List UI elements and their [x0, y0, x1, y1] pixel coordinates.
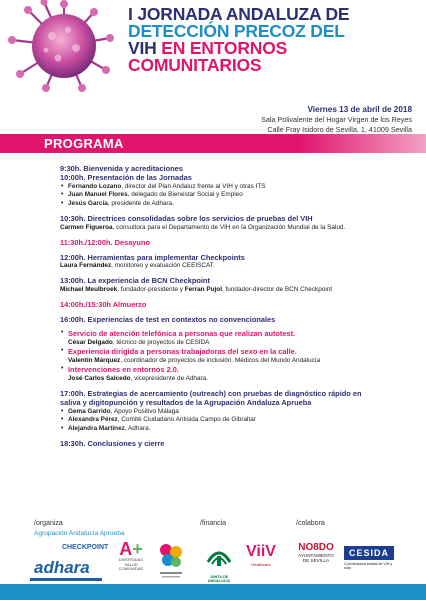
agenda-block-3 — [60, 214, 410, 232]
adhara-logo — [30, 544, 109, 578]
speaker-line: Laura Fernández, monitoreo y evaluación CEEISCAT. — [60, 262, 215, 270]
programa-label: PROGRAMA — [44, 136, 124, 151]
speaker-list — [60, 408, 410, 434]
agenda-heading: 13:00h. La experiencia de BCN Checkpoint — [60, 276, 210, 286]
title-line-4: COMUNITARIOS — [128, 55, 262, 75]
agenda-break: 11:30h./12:00h. Desayuno — [60, 237, 150, 247]
speaker-item: • Juan Manuel Flores, delegado de Bienestar Social y Empleo — [60, 191, 410, 200]
bottom-bar — [0, 584, 426, 600]
ayuntamiento-sevilla-logo — [296, 542, 336, 582]
experience-item: • Intervenciones en entornos 2.0. José Carlos Salcedo, vicepresidente de Adhara. — [60, 365, 410, 383]
sevilla-line: DE SEVILLA — [302, 558, 330, 564]
title-entornos: EN ENTORNOS — [161, 38, 288, 58]
agenda-block-8 — [60, 315, 410, 383]
sevilla-line: AYUNTAMIENTO — [298, 553, 334, 558]
aplus-logo — [116, 540, 146, 582]
colabora-label: /colabora — [296, 520, 325, 527]
title-vih: VIH — [128, 38, 157, 58]
agenda-heading: 9:30h. Bienvenida y acreditaciones — [60, 164, 183, 173]
speaker-line: Michael Meulbroek, fundador-presidente y Ferran Pujol, fundador-director de BCN Checkpoint — [60, 285, 333, 293]
hearts-logo — [154, 540, 188, 582]
adhara-underline — [30, 578, 102, 581]
adhara-text: adhara — [34, 558, 90, 577]
title-line-1: I JORNADA ANDALUZA DE — [128, 4, 350, 24]
agenda-block-4 — [60, 238, 410, 247]
event-date: Viernes 13 de abril de 2018 — [307, 105, 412, 114]
agenda-heading: 10:30h. Directrices consolidadas sobre los servicios de pruebas del VIH — [60, 214, 313, 224]
sevilla-mark: NO8DO — [298, 542, 334, 553]
group-name: Agrupación Andalucía Aprueba — [34, 530, 125, 537]
organiza-label: /organiza — [34, 520, 63, 527]
agenda-heading: 16:00h. Experiencias de test en contextos no convencionales — [60, 314, 276, 324]
event-address: Calle Fray Isidoro de Sevilla, 1, 41009 Sevilla — [267, 125, 412, 134]
aplus-line: SALUD — [124, 561, 138, 567]
event-info — [261, 105, 412, 135]
agenda-block-6 — [60, 276, 410, 294]
speaker-item: • Alexandra Pérez, Comité Ciudadano Antisida Campo de Gibraltar — [60, 416, 410, 425]
experience-item: • Experiencia dirigida a personas trabajadoras del sexo en la calle. Valentín Márquez, coordinador de proyectos de inclusión. Médicos del Mundo Andalucía — [60, 347, 410, 365]
agenda-break: 14:00h./15:30h Almuerzo — [60, 299, 147, 309]
agenda-block-10 — [60, 439, 410, 448]
cesida-text: CESIDA — [344, 546, 394, 560]
event-title — [128, 6, 418, 74]
junta-andalucia-logo — [200, 542, 238, 582]
agenda-heading-cont: saliva y digitopunción y resultados de la Agrupación Andaluza Aprueba — [60, 398, 312, 408]
virus-illustration — [2, 0, 120, 92]
title-line-2: DETECCIÓN PRECOZ DEL — [128, 21, 345, 41]
speaker-item: • Alejandra Martínez, Adhara. — [60, 425, 410, 434]
aplus-line: COMUNIDAD — [118, 566, 144, 572]
experience-item: • Servicio de atención telefónica a personas que realizan autotest. César Delgado, técnico de proyectos de CESIDA — [60, 329, 410, 347]
agenda-heading: 10:00h. Presentación de las Jornadas — [60, 173, 192, 183]
junta-text: JUNTA DE ANDALUCIA — [207, 575, 231, 583]
speaker-line: Carmen Figueroa, consultora para el Departamento de VIH en la Organización Mundial de la Salud. — [60, 223, 346, 231]
event-venue: Sala Polivalente del Hogar Virgen de los Reyes — [261, 115, 412, 124]
agenda-heading: 12:00h. Herramientas para implementar Checkpoints — [60, 252, 245, 262]
experience-list — [60, 329, 410, 383]
speaker-item: • Fernando Lozano, director del Plan Andaluz frente al VIH y otras ITS — [60, 183, 410, 192]
speaker-item: • Jesús García, presidente de Adhara. — [60, 200, 410, 209]
agenda — [60, 164, 410, 454]
agenda-block-2 — [60, 173, 410, 208]
agenda-block-9 — [60, 389, 410, 434]
junta-emblem-icon — [200, 542, 238, 570]
viiv-subtext: Healthcare — [251, 562, 271, 567]
checkpoint-text: CHECKPOINT — [62, 544, 109, 551]
viiv-text: ViiV — [246, 543, 276, 560]
viiv-logo — [244, 542, 278, 582]
cesida-logo — [344, 546, 394, 578]
aplus-line: DIVERSIDAD — [118, 557, 144, 562]
agenda-heading: 18:30h. Conclusiones y cierre — [60, 439, 165, 449]
agenda-heading: 17:00h. Estrategias de acercamiento (outreach) con pruebas de diagnóstico rápido en — [60, 388, 362, 398]
agenda-block-5 — [60, 253, 410, 271]
agenda-block-7 — [60, 300, 410, 309]
aplus-mark: A+ — [119, 539, 143, 559]
speaker-item: • Gema Garrido, Apoyo Positivo Málaga — [60, 408, 410, 417]
speaker-list — [60, 183, 410, 209]
cesida-subtext: Coordinadora estatal de VIH y sida — [344, 562, 393, 570]
financia-label: /financia — [200, 520, 227, 527]
agenda-block-1 — [60, 164, 410, 173]
programa-banner — [0, 134, 426, 153]
